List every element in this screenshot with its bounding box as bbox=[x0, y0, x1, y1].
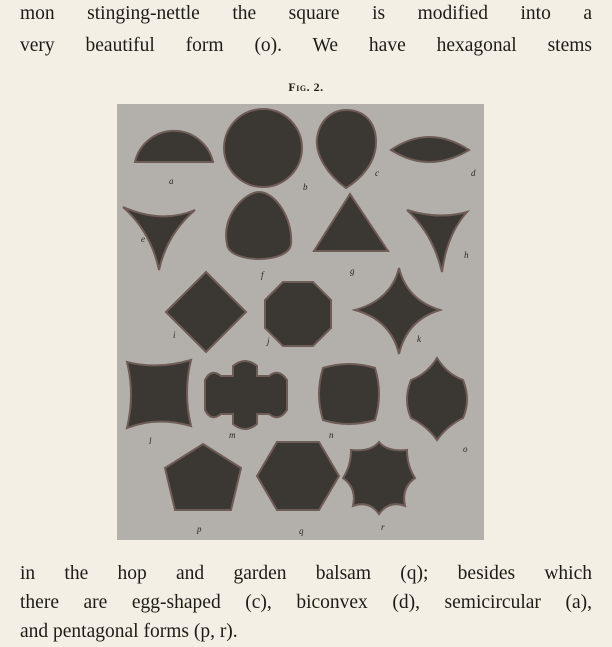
shape-b-circle bbox=[224, 109, 302, 187]
figure-caption: Fig. 2. bbox=[288, 80, 324, 94]
body-text-line-5: and pentagonal forms (p, r). bbox=[20, 621, 238, 642]
label-a: a bbox=[169, 176, 174, 186]
figure-plate bbox=[117, 104, 484, 540]
shape-p-pentagon bbox=[165, 444, 241, 510]
label-q: q bbox=[299, 526, 304, 536]
label-n: n bbox=[329, 430, 334, 440]
shape-q-hexagon bbox=[257, 442, 339, 510]
label-r: r bbox=[381, 522, 385, 532]
shape-k-concave-diamond bbox=[355, 268, 440, 354]
label-e: e bbox=[141, 234, 145, 244]
label-b: b bbox=[303, 182, 308, 192]
label-d: d bbox=[471, 168, 476, 178]
shape-g-triangle bbox=[314, 194, 388, 251]
label-l: l bbox=[149, 436, 152, 446]
label-g: g bbox=[350, 266, 355, 276]
label-k: k bbox=[417, 334, 421, 344]
shape-e-concave-triangle bbox=[123, 207, 195, 270]
body-text-line-2: very beautiful form (o). We have hexagonal stems bbox=[20, 35, 592, 56]
body-text-line-1: mon stinging-nettle the square is modified into a bbox=[20, 3, 592, 24]
label-c: c bbox=[375, 168, 379, 178]
shape-d-biconvex bbox=[391, 137, 469, 162]
body-text-line-4: there are egg-shaped (c), biconvex (d), semicircular (a), bbox=[20, 592, 592, 613]
label-o: o bbox=[463, 444, 468, 454]
shape-n-lobed-square bbox=[319, 364, 379, 424]
label-m: m bbox=[229, 430, 236, 440]
shape-m-cross bbox=[205, 361, 287, 429]
label-h: h bbox=[464, 250, 469, 260]
label-i: i bbox=[173, 330, 176, 340]
label-j: j bbox=[267, 336, 270, 346]
shape-l-concave-square bbox=[127, 360, 191, 428]
shape-j-octagon bbox=[265, 282, 331, 346]
label-p: p bbox=[197, 524, 202, 534]
shape-r-concave-pentagon bbox=[343, 442, 415, 514]
shape-a-semicircle bbox=[135, 131, 213, 162]
shape-i-diamond bbox=[166, 272, 246, 352]
shape-f-rounded-triangle bbox=[226, 192, 291, 259]
shape-o-lobed-form bbox=[407, 358, 467, 440]
label-f: f bbox=[261, 270, 264, 280]
body-text-line-3: in the hop and garden balsam (q); besides which bbox=[20, 563, 592, 584]
shape-h-concave-triangle bbox=[407, 210, 467, 272]
stem-sections-illustration bbox=[117, 104, 484, 540]
shape-c-egg bbox=[317, 110, 376, 188]
